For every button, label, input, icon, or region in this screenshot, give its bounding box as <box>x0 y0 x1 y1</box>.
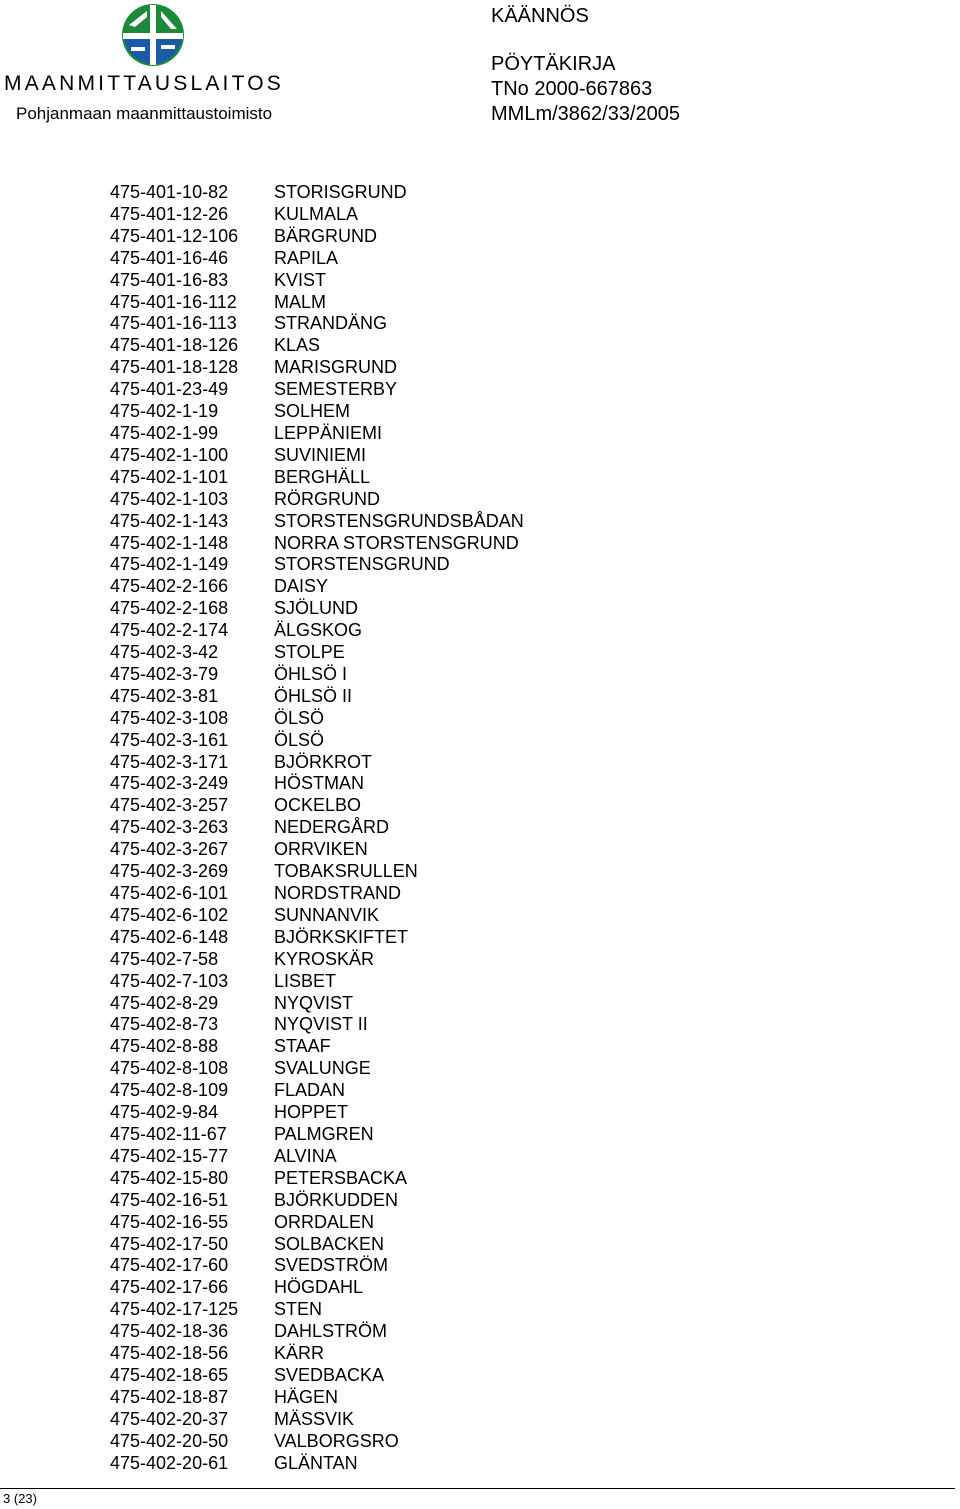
property-name: STORISGRUND <box>274 182 407 202</box>
property-id: 475-402-3-257 <box>110 795 229 816</box>
property-id: 475-401-12-26 <box>110 203 229 224</box>
property-row <box>110 511 524 533</box>
property-row <box>110 1321 524 1343</box>
property-row <box>110 335 524 357</box>
property-row <box>110 598 524 620</box>
document-type: PÖYTÄKIRJA <box>491 53 616 75</box>
property-name: SUNNANVIK <box>274 904 380 925</box>
property-name: LISBET <box>274 970 337 991</box>
property-row <box>110 1365 524 1387</box>
property-row <box>110 357 524 379</box>
property-id: 475-401-18-128 <box>110 357 239 378</box>
property-row <box>110 1299 524 1321</box>
property-row <box>110 971 524 993</box>
property-row <box>110 445 524 467</box>
property-name: SOLHEM <box>274 401 351 422</box>
property-id: 475-402-1-101 <box>110 466 229 487</box>
property-row <box>110 752 524 774</box>
property-name: STORSTENSGRUND <box>274 554 450 575</box>
property-row <box>110 1212 524 1234</box>
property-id: 475-402-3-79 <box>110 663 219 684</box>
property-name: LEPPÄNIEMI <box>274 422 383 443</box>
property-row <box>110 839 524 861</box>
property-id: 475-402-7-58 <box>110 948 219 969</box>
property-id: 475-402-1-19 <box>110 401 219 422</box>
property-row <box>110 1409 524 1431</box>
property-name: BÄRGRUND <box>274 225 378 246</box>
property-id: 475-402-3-81 <box>110 685 219 706</box>
property-name: HÄGEN <box>274 1386 339 1407</box>
property-name: TOBAKSRULLEN <box>274 861 418 882</box>
property-id: 475-402-2-168 <box>110 598 229 619</box>
property-name: RÖRGRUND <box>274 488 380 509</box>
property-id: 475-402-8-109 <box>110 1080 229 1101</box>
property-name: NORRA STORSTENSGRUND <box>274 532 519 553</box>
property-row <box>110 817 524 839</box>
property-name: MÄSSVIK <box>274 1408 355 1429</box>
property-row <box>110 1058 524 1080</box>
document-tno: TNo 2000-667863 <box>491 78 653 100</box>
property-name: HOPPET <box>274 1102 349 1123</box>
property-name: SOLBACKEN <box>274 1233 385 1254</box>
property-row <box>110 489 524 511</box>
property-row <box>110 708 524 730</box>
property-row <box>110 401 524 423</box>
property-id: 475-401-16-113 <box>110 313 237 334</box>
property-row <box>110 292 524 314</box>
organization-name: MAANMITTAUSLAITOS <box>4 72 284 95</box>
property-id: 475-402-18-36 <box>110 1321 229 1342</box>
property-row <box>110 423 524 445</box>
property-id: 475-402-3-161 <box>110 729 229 750</box>
property-name: BJÖRKUDDEN <box>274 1189 399 1210</box>
property-row <box>110 1343 524 1365</box>
property-name: STRANDÄNG <box>274 313 388 334</box>
footer-divider <box>0 1488 955 1489</box>
property-id: 475-402-17-66 <box>110 1277 229 1298</box>
property-id: 475-402-9-84 <box>110 1102 219 1123</box>
property-id: 475-402-1-149 <box>110 554 229 575</box>
property-id: 475-402-17-50 <box>110 1233 229 1254</box>
property-list <box>110 182 524 1474</box>
property-row <box>110 861 524 883</box>
property-row <box>110 1036 524 1058</box>
property-row <box>110 664 524 686</box>
property-id: 475-402-3-108 <box>110 707 229 728</box>
property-id: 475-402-3-269 <box>110 861 229 882</box>
property-row <box>110 795 524 817</box>
property-name: NYQVIST <box>274 992 354 1013</box>
property-row <box>110 313 524 335</box>
property-row <box>110 1102 524 1124</box>
property-id: 475-402-3-267 <box>110 839 229 860</box>
property-name: MALM <box>274 291 327 312</box>
property-name: PALMGREN <box>274 1123 374 1144</box>
property-row <box>110 949 524 971</box>
property-id: 475-402-3-263 <box>110 817 229 838</box>
property-id: 475-402-8-29 <box>110 992 219 1013</box>
property-id: 475-401-16-112 <box>110 291 237 312</box>
property-id: 475-402-20-61 <box>110 1452 229 1473</box>
property-name: SJÖLUND <box>274 598 359 619</box>
property-id: 475-402-7-103 <box>110 970 229 991</box>
property-name: KÄRR <box>274 1343 325 1364</box>
property-name: MARISGRUND <box>274 357 398 378</box>
property-name: STOLPE <box>274 642 345 663</box>
property-id: 475-401-16-46 <box>110 247 229 268</box>
property-id: 475-402-11-67 <box>110 1123 227 1144</box>
property-id: 475-402-1-103 <box>110 488 229 509</box>
property-name: FLADAN <box>274 1080 346 1101</box>
property-id: 475-402-15-80 <box>110 1167 229 1188</box>
property-row <box>110 226 524 248</box>
property-name: ÖLSÖ <box>274 707 325 728</box>
property-name: ORRVIKEN <box>274 839 368 860</box>
property-row <box>110 1255 524 1277</box>
property-row <box>110 182 524 204</box>
property-id: 475-402-17-125 <box>110 1299 239 1320</box>
property-name: ÖHLSÖ II <box>274 685 353 706</box>
property-row <box>110 1124 524 1146</box>
property-name: HÖGDAHL <box>274 1277 364 1298</box>
property-id: 475-402-16-51 <box>110 1189 229 1210</box>
property-name: KYROSKÄR <box>274 948 375 969</box>
document-reference: MMLm/3862/33/2005 <box>491 103 681 125</box>
property-name: NYQVIST II <box>274 1014 368 1035</box>
property-id: 475-402-6-102 <box>110 904 229 925</box>
property-row <box>110 1387 524 1409</box>
property-id: 475-402-15-77 <box>110 1145 229 1166</box>
property-name: ÖHLSÖ I <box>274 663 348 684</box>
property-row <box>110 1190 524 1212</box>
property-row <box>110 533 524 555</box>
property-name: OCKELBO <box>274 795 362 816</box>
property-id: 475-401-16-83 <box>110 269 229 290</box>
property-row <box>110 379 524 401</box>
property-id: 475-401-10-82 <box>110 182 229 202</box>
property-id: 475-402-1-143 <box>110 510 229 531</box>
property-row <box>110 1168 524 1190</box>
property-row <box>110 1014 524 1036</box>
property-name: BJÖRKROT <box>274 751 373 772</box>
property-name: KULMALA <box>274 203 359 224</box>
property-row <box>110 576 524 598</box>
property-id: 475-402-3-42 <box>110 642 219 663</box>
property-name: STEN <box>274 1299 323 1320</box>
property-id: 475-402-18-87 <box>110 1386 229 1407</box>
property-row <box>110 1234 524 1256</box>
property-id: 475-402-16-55 <box>110 1211 229 1232</box>
property-row <box>110 1080 524 1102</box>
property-row <box>110 204 524 226</box>
property-id: 475-401-12-106 <box>110 225 239 246</box>
property-name: ALVINA <box>274 1145 337 1166</box>
property-name: NORDSTRAND <box>274 883 402 903</box>
document-kind: KÄÄNNÖS <box>491 5 589 27</box>
property-id: 475-401-23-49 <box>110 379 229 400</box>
property-row <box>110 467 524 489</box>
property-id: 475-402-1-148 <box>110 532 229 553</box>
property-name: STAAF <box>274 1036 331 1057</box>
property-name: ÖLSÖ <box>274 729 325 750</box>
property-name: SVEDBACKA <box>274 1364 385 1385</box>
property-id: 475-402-3-249 <box>110 773 229 794</box>
property-id: 475-402-1-99 <box>110 422 219 443</box>
property-name: STORSTENSGRUNDSBÅDAN <box>274 510 524 531</box>
organization-logo <box>0 0 310 130</box>
property-row <box>110 1277 524 1299</box>
property-name: SUVINIEMI <box>274 444 367 465</box>
property-id: 475-401-18-126 <box>110 335 239 356</box>
property-id: 475-402-8-88 <box>110 1036 219 1057</box>
property-name: NEDERGÅRD <box>274 817 390 838</box>
property-id: 475-402-8-108 <box>110 1058 229 1079</box>
property-name: KLAS <box>274 335 321 356</box>
property-row <box>110 1453 524 1475</box>
property-row <box>110 927 524 949</box>
property-id: 475-402-2-174 <box>110 620 229 641</box>
property-row <box>110 620 524 642</box>
page-number: 3 (23) <box>3 1491 37 1506</box>
property-row <box>110 686 524 708</box>
property-name: DAHLSTRÖM <box>274 1321 388 1342</box>
property-name: SVEDSTRÖM <box>274 1255 389 1276</box>
property-name: SEMESTERBY <box>274 379 398 400</box>
office-name: Pohjanmaan maanmittaustoimisto <box>16 104 273 123</box>
property-name: PETERSBACKA <box>274 1167 408 1188</box>
property-name: SVALUNGE <box>274 1058 371 1079</box>
property-row <box>110 773 524 795</box>
property-row <box>110 642 524 664</box>
property-name: BERGHÄLL <box>274 466 371 487</box>
property-id: 475-402-6-148 <box>110 926 229 947</box>
property-id: 475-402-2-166 <box>110 576 229 597</box>
property-row <box>110 554 524 576</box>
property-name: ÄLGSKOG <box>274 620 363 641</box>
property-name: DAISY <box>274 576 329 597</box>
property-row <box>110 993 524 1015</box>
property-row <box>110 883 524 905</box>
property-id: 475-402-17-60 <box>110 1255 229 1276</box>
property-id: 475-402-20-50 <box>110 1430 229 1451</box>
property-name: RAPILA <box>274 247 339 268</box>
property-row <box>110 1431 524 1453</box>
property-row <box>110 1146 524 1168</box>
property-row <box>110 730 524 752</box>
property-name: BJÖRKSKIFTET <box>274 926 409 947</box>
property-name: HÖSTMAN <box>274 773 364 794</box>
property-name: ORRDALEN <box>274 1211 375 1232</box>
property-id: 475-402-8-73 <box>110 1014 219 1035</box>
property-row <box>110 248 524 270</box>
property-id: 475-402-6-101 <box>110 883 229 903</box>
property-id: 475-402-3-171 <box>110 751 229 772</box>
property-name: GLÄNTAN <box>274 1452 358 1473</box>
property-id: 475-402-1-100 <box>110 444 229 465</box>
property-id: 475-402-18-56 <box>110 1343 229 1364</box>
property-id: 475-402-18-65 <box>110 1364 229 1385</box>
property-id: 475-402-20-37 <box>110 1408 229 1429</box>
property-row <box>110 270 524 292</box>
property-name: KVIST <box>274 269 327 290</box>
maanmittauslaitos-logo-icon <box>121 3 185 67</box>
property-row <box>110 905 524 927</box>
property-name: VALBORGSRO <box>274 1430 399 1451</box>
